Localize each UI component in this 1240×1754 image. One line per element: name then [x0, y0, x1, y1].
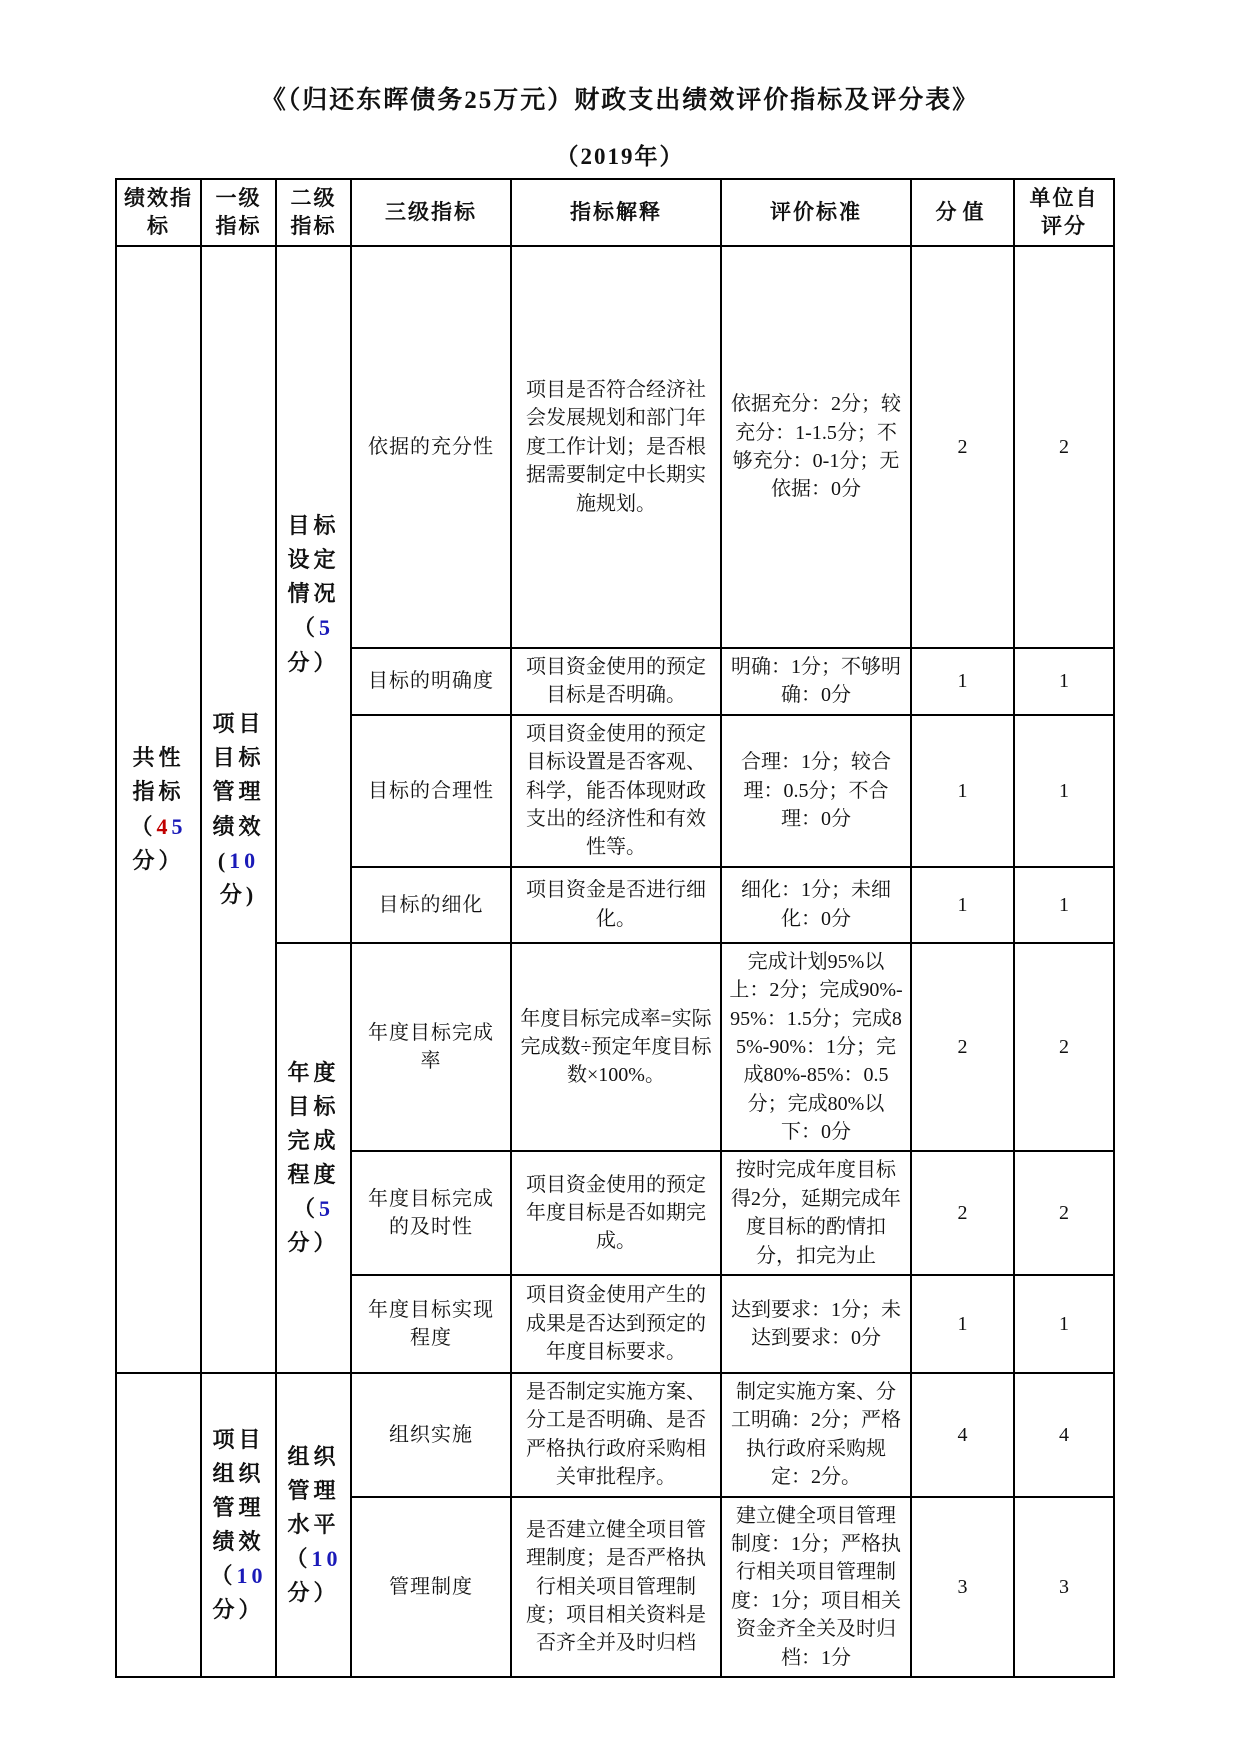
header-self-score: 单位自评分: [1014, 179, 1114, 246]
indicator-cell: 管理制度: [351, 1497, 511, 1677]
score-cell: 4: [911, 1373, 1014, 1497]
perf-group-cell: [116, 246, 201, 1373]
explanation-cell: 是否制定实施方案、分工是否明确、是否严格执行政府采购相关审批程序。: [511, 1373, 721, 1497]
level2-group-label-suffix: 分）: [287, 1580, 340, 1606]
explanation-cell: 项目是否符合经济社会发展规划和部门年度工作计划；是否根据需要制定中长期实施规划。: [511, 246, 721, 648]
score-cell: 3: [911, 1497, 1014, 1677]
header-perf-indicator: 绩效指标: [116, 179, 201, 246]
level2-group-label-suffix: 分）: [287, 1230, 340, 1256]
indicator-cell: 年度目标完成的及时性: [351, 1151, 511, 1275]
level1-group-label-suffix: 分）: [212, 1597, 265, 1623]
table-row: [116, 1373, 1114, 1497]
self-score-cell: 2: [1014, 943, 1114, 1152]
score-cell: 1: [911, 867, 1014, 943]
score-cell: 1: [911, 1275, 1014, 1373]
standard-cell: 依据充分：2分；较充分：1-1.5分；不够充分：0-1分；无依据：0分: [721, 246, 911, 648]
standard-cell: 建立健全项目管理制度：1分；严格执行相关项目管理制度：1分；项目相关资金齐全关及时归档：1分: [721, 1497, 911, 1677]
level1-group-number: 10: [229, 847, 260, 873]
perf-group-number-blue: 5: [171, 813, 187, 839]
standard-cell: 明确：1分；不够明确：0分: [721, 648, 911, 715]
indicator-cell: 年度目标完成率: [351, 943, 511, 1152]
self-score-cell: 1: [1014, 648, 1114, 715]
explanation-cell: 项目资金使用的预定目标设置是否客观、科学，能否体现财政支出的经济性和有效性等。: [511, 715, 721, 867]
header-score: 分值: [911, 179, 1014, 246]
perf-group-number-red: 4: [156, 813, 172, 839]
indicator-cell: 组织实施: [351, 1373, 511, 1497]
level2-group-number: 5: [319, 615, 334, 641]
evaluation-score-table: [115, 178, 1115, 1678]
explanation-cell: 年度目标完成率=实际完成数÷预定年度目标数×100%。: [511, 943, 721, 1152]
doc-title: 《（归还东晖债务25万元）财政支出绩效评价指标及评分表》: [260, 87, 980, 114]
indicator-cell: 目标的细化: [351, 867, 511, 943]
self-score-cell: 3: [1014, 1497, 1114, 1677]
score-cell: 2: [911, 943, 1014, 1152]
level2-group-label: 目标设定情况（: [287, 513, 340, 641]
standard-cell: 完成计划95%以上：2分；完成90%-95%：1.5分；完成85%-90%：1分；完成80%-85%：0.5分；完成80%以下：0分: [721, 943, 911, 1152]
level2-group-number: 5: [319, 1195, 334, 1221]
score-cell: 1: [911, 715, 1014, 867]
explanation-cell: 项目资金是否进行细化。: [511, 867, 721, 943]
header-standard: 评价标准: [721, 179, 911, 246]
level1-group-label-suffix: 分): [219, 881, 258, 907]
self-score-cell: 1: [1014, 867, 1114, 943]
level2-group-label: 年度目标完成程度（: [287, 1059, 340, 1221]
explanation-cell: 项目资金使用产生的成果是否达到预定的年度目标要求。: [511, 1275, 721, 1373]
level1-group-number: 10: [236, 1563, 267, 1589]
explanation-cell: 是否建立健全项目管理制度；是否严格执行相关项目管理制度；项目相关资料是否齐全并及时归档: [511, 1497, 721, 1677]
indicator-cell: 依据的充分性: [351, 246, 511, 648]
table-row: [116, 246, 1114, 648]
indicator-cell: 目标的合理性: [351, 715, 511, 867]
perf-group-label: 共性指标（: [130, 745, 185, 839]
self-score-cell: 1: [1014, 715, 1114, 867]
level1-group-cell: [201, 1373, 276, 1677]
score-cell: 1: [911, 648, 1014, 715]
level1-group-label: 项目组织管理绩效（: [210, 1426, 265, 1589]
level2-group-label-suffix: 分）: [287, 649, 340, 675]
standard-cell: 达到要求：1分；未达到要求：0分: [721, 1275, 911, 1373]
self-score-cell: 1: [1014, 1275, 1114, 1373]
explanation-cell: 项目资金使用的预定年度目标是否如期完成。: [511, 1151, 721, 1275]
self-score-cell: 4: [1014, 1373, 1114, 1497]
indicator-cell: 年度目标实现程度: [351, 1275, 511, 1373]
perf-group-cell-empty: [116, 1373, 201, 1677]
header-level3-indicator: 三级指标: [351, 179, 511, 246]
header-level2-indicator: 二级指标: [276, 179, 351, 246]
standard-cell: 细化：1分；未细化：0分: [721, 867, 911, 943]
level1-group-cell: [201, 246, 276, 1373]
level2-group-cell: [276, 943, 351, 1373]
score-cell: 2: [911, 1151, 1014, 1275]
self-score-cell: 2: [1014, 1151, 1114, 1275]
doc-year-line: （2019年）: [555, 144, 685, 169]
header-level1-indicator: 一级指标: [201, 179, 276, 246]
standard-cell: 合理：1分；较合理：0.5分；不合理：0分: [721, 715, 911, 867]
level2-group-number: 10: [311, 1546, 342, 1572]
level2-group-cell: [276, 1373, 351, 1677]
level2-group-cell: [276, 246, 351, 943]
perf-group-label-suffix: 分）: [132, 847, 185, 873]
indicator-cell: 目标的明确度: [351, 648, 511, 715]
header-explanation: 指标解释: [511, 179, 721, 246]
standard-cell: 按时完成年度目标得2分，延期完成年度目标的酌情扣分，扣完为止: [721, 1151, 911, 1275]
header-row: [116, 179, 1114, 246]
score-cell: 2: [911, 246, 1014, 648]
standard-cell: 制定实施方案、分工明确：2分；严格执行政府采购规定：2分。: [721, 1373, 911, 1497]
explanation-cell: 项目资金使用的预定目标是否明确。: [511, 648, 721, 715]
level1-group-label: 项目目标管理绩效(: [212, 711, 265, 873]
level2-group-label: 组织管理水平（: [285, 1443, 340, 1572]
self-score-cell: 2: [1014, 246, 1114, 648]
